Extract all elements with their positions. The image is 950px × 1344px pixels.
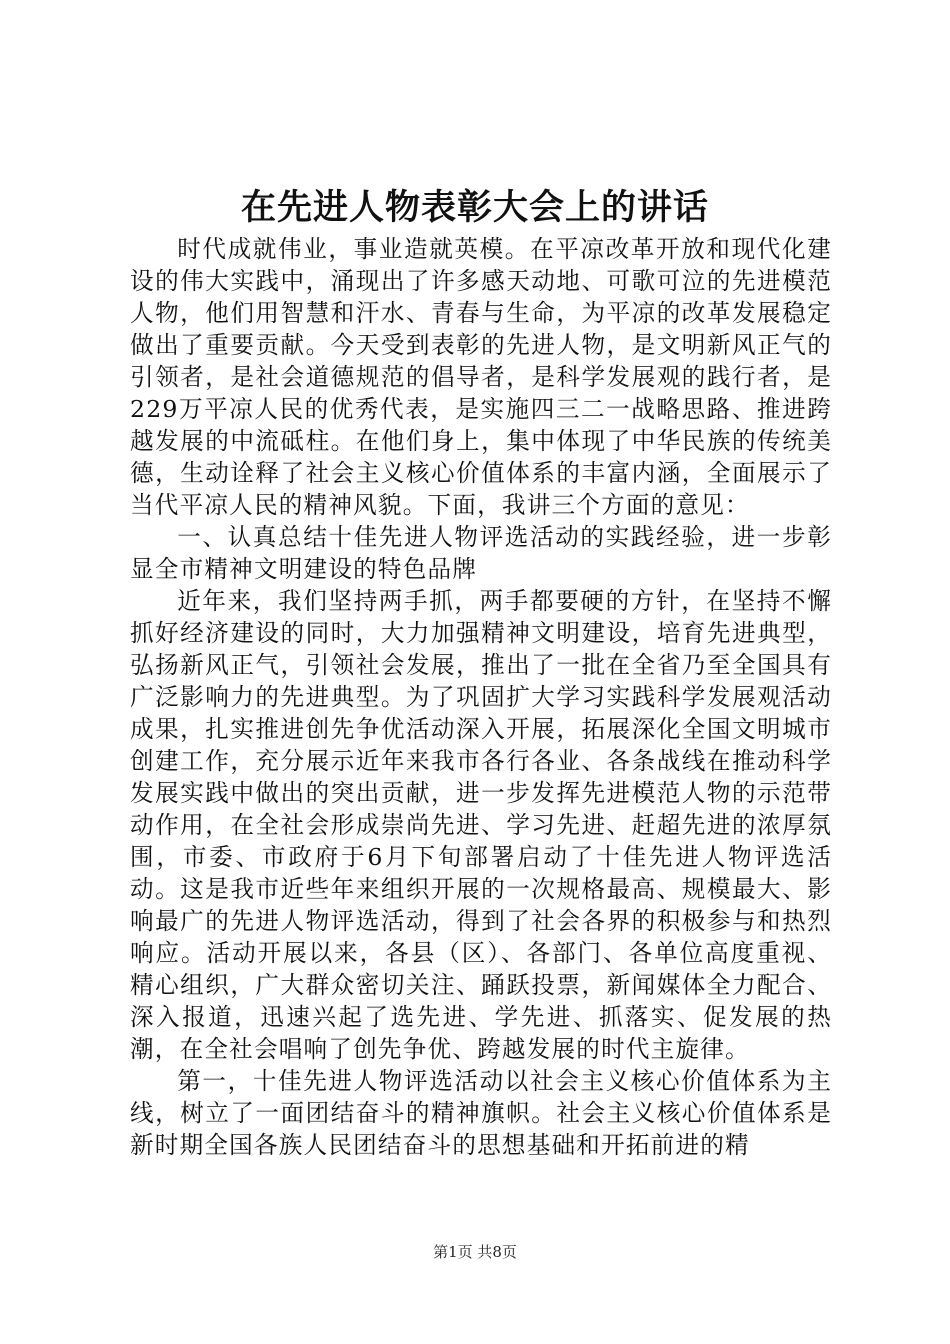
section-heading-one: 一、认真总结十佳先进人物评选活动的实践经验，进一步彰显全市精神文明建设的特色品牌	[130, 523, 832, 583]
paragraph-recent-years: 近年来，我们坚持两手抓，两手都要硬的方针，在坚持不懈抓好经济建设的同时，大力加强精神文明建设，培育先进典型，弘扬新风正气，引领社会发展，推出了一批在全省乃至全国具有广泛影响力的先进典型。为了巩固扩大学习实践科学发展观活动成果，扎实推进创先争优活动深入开展，拓展深化全国文明城市创建工作，充分展示近年来我市各行各业、各条战线在推动科学发展实践中做出的突出贡献，进一步发挥先进模范人物的示范带动作用，在全社会形成崇尚先进、学习先进、赶超先进的浓厚氛围，市委、市政府于6月下旬部署启动了十佳先进人物评选活动。这是我市近些年来组织开展的一次规格最高、规模最大、影响最广的先进人物评选活动，得到了社会各界的积极参与和热烈响应。活动开展以来，各县（区）、各部门、各单位高度重视、精心组织，广大群众密切关注、踊跃投票，新闻媒体全力配合、深入报道，迅速兴起了选先进、学先进、抓落实、促发展的热潮，在全社会唱响了创先争优、跨越发展的时代主旋律。	[130, 587, 832, 1063]
page-number: 第1页 共8页	[433, 1243, 517, 1261]
document-body	[130, 233, 832, 1161]
paragraph-intro: 时代成就伟业，事业造就英模。在平凉改革开放和现代化建设的伟大实践中，涌现出了许多感天动地、可歌可泣的先进模范人物，他们用智慧和汗水、青春与生命，为平凉的改革发展稳定做出了重要贡献。今天受到表彰的先进人物，是文明新风正气的引领者，是社会道德规范的倡导者，是科学发展观的践行者，是229万平凉人民的优秀代表，是实施四三二一战略思路、推进跨越发展的中流砥柱。在他们身上，集中体现了中华民族的传统美德，生动诠释了社会主义核心价值体系的丰富内涵，全面展示了当代平凉人民的精神风貌。下面，我讲三个方面的意见：	[130, 235, 832, 519]
paragraph-first-point: 第一，十佳先进人物评选活动以社会主义核心价值体系为主线，树立了一面团结奋斗的精神旗帜。社会主义核心价值体系是新时期全国各族人民团结奋斗的思想基础和开拓前进的精	[130, 1067, 832, 1159]
page-title: 在先进人物表彰大会上的讲话	[240, 187, 709, 228]
